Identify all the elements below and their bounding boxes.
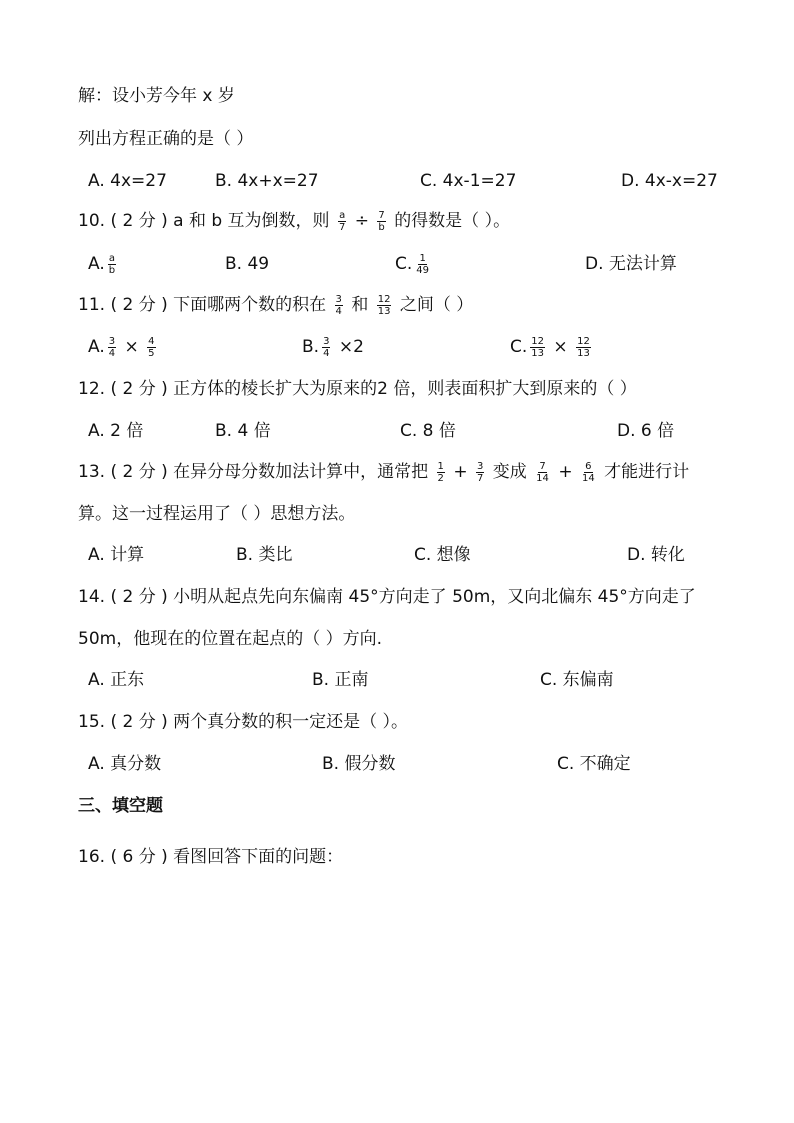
q11-option-c-fraction-2: $\frac{12}{13}$	[577, 335, 590, 359]
section-heading-fill-in: 三、填空题	[78, 796, 163, 816]
q14-option-a[interactable]: A. 正东	[88, 670, 145, 690]
q10-option-a-fraction: $\frac{a}{b}$	[108, 252, 116, 276]
q13-fraction-6-14: $\frac{6}{14}$	[581, 460, 595, 484]
q13-text-end: 才能进行计	[604, 462, 690, 482]
q14-option-c[interactable]: C. 东偏南	[540, 670, 614, 690]
q15-question: 15. ( 2 分 ) 两个真分数的积一定还是（ ）。	[78, 712, 409, 732]
q11-question	[78, 293, 473, 317]
q10-fraction-a-over-7: $\frac{a}{7}$	[338, 209, 346, 233]
q9-option-b[interactable]: B. 4x+x=27	[215, 171, 319, 191]
q14-question-line2: 50m，他现在的位置在起点的（ ）方向.	[78, 629, 382, 649]
q9-prompt: 列出方程正确的是（ ）	[78, 129, 254, 149]
q13-fraction-1-2: $\frac{1}{2}$	[437, 460, 444, 484]
q13-fraction-3-7: $\frac{3}{7}$	[476, 460, 484, 484]
q14-question: 14. ( 2 分 ) 小明从起点先向东偏南 45°方向走了 50m，又向北偏东 45°方向走了	[78, 587, 696, 607]
q9-option-d[interactable]: D. 4x-x=27	[621, 171, 718, 191]
q9-option-a[interactable]: A. 4x=27	[88, 171, 167, 191]
q14-option-b[interactable]: B. 正南	[312, 670, 369, 690]
q10-text: 10. ( 2 分 ) a 和 b 互为倒数，则	[78, 211, 330, 231]
q11-option-c[interactable]: C. $\frac{12}{13}$ × $\frac{12}{13}$	[510, 335, 590, 359]
q10-option-c[interactable]: C. $\frac{1}{49}$	[395, 252, 430, 276]
q9-option-c[interactable]: C. 4x-1=27	[420, 171, 517, 191]
q10-question	[78, 209, 510, 233]
q10-fraction-7-over-b: $\frac{7}{b}$	[378, 209, 385, 233]
q11-and: 和	[351, 295, 369, 315]
q11-text-end: 之间（ ）	[399, 295, 474, 315]
q10-option-a[interactable]: A. $\frac{a}{b}$	[88, 252, 116, 276]
q12-question: 12. ( 2 分 ) 正方体的棱长扩大为原来的2 倍，则表面积扩大到原来的（ ）	[78, 379, 637, 399]
q10-divide-sign: ÷	[354, 211, 369, 231]
q11-option-a-fraction-1: $\frac{3}{4}$	[108, 335, 116, 359]
q13-question-line2: 算。这一过程运用了（ ）思想方法。	[78, 504, 356, 524]
q10-option-c-fraction: $\frac{1}{49}$	[416, 252, 430, 276]
q13-option-c[interactable]: C. 想像	[414, 545, 471, 565]
q11-option-c-fraction-1: $\frac{12}{13}$	[531, 335, 545, 359]
q10-option-b[interactable]: B. 49	[225, 254, 270, 274]
q12-option-b[interactable]: B. 4 倍	[215, 421, 271, 441]
q10-option-d[interactable]: D. 无法计算	[585, 254, 677, 274]
q13-plus-2: +	[558, 462, 573, 482]
q13-option-b[interactable]: B. 类比	[236, 545, 293, 565]
q9-solution-text: 解：设小芳今年 x 岁	[78, 86, 235, 106]
q12-option-c[interactable]: C. 8 倍	[400, 421, 456, 441]
q11-fraction-12-13: $\frac{12}{13}$	[377, 293, 391, 317]
q13-text: 13. ( 2 分 ) 在异分母分数加法计算中，通常把	[78, 462, 429, 482]
q13-option-d[interactable]: D. 转化	[627, 545, 685, 565]
q11-fraction-3-4: $\frac{3}{4}$	[335, 293, 342, 317]
q11-option-a[interactable]: A. $\frac{3}{4}$ × $\frac{4}{5}$	[88, 335, 155, 359]
q16-question: 16. ( 6 分 ) 看图回答下面的问题：	[78, 847, 344, 867]
q13-option-a[interactable]: A. 计算	[88, 545, 145, 565]
q12-option-a[interactable]: A. 2 倍	[88, 421, 144, 441]
q15-option-c[interactable]: C. 不确定	[557, 754, 631, 774]
q10-text-end: 的得数是（ ）。	[394, 211, 511, 231]
q13-question	[78, 460, 689, 484]
q11-text: 11. ( 2 分 ) 下面哪两个数的积在	[78, 295, 327, 315]
q11-option-a-fraction-2: $\frac{4}{5}$	[148, 335, 155, 359]
q13-plus-1: +	[453, 462, 468, 482]
q11-option-b-fraction: $\frac{3}{4}$	[323, 335, 330, 359]
q11-option-b[interactable]: B. $\frac{3}{4}$ ×2	[302, 335, 364, 359]
q13-text-mid: 变成	[492, 462, 527, 482]
q13-fraction-7-14: $\frac{7}{14}$	[536, 460, 549, 484]
q15-option-a[interactable]: A. 真分数	[88, 754, 162, 774]
q15-option-b[interactable]: B. 假分数	[322, 754, 396, 774]
q12-option-d[interactable]: D. 6 倍	[617, 421, 675, 441]
